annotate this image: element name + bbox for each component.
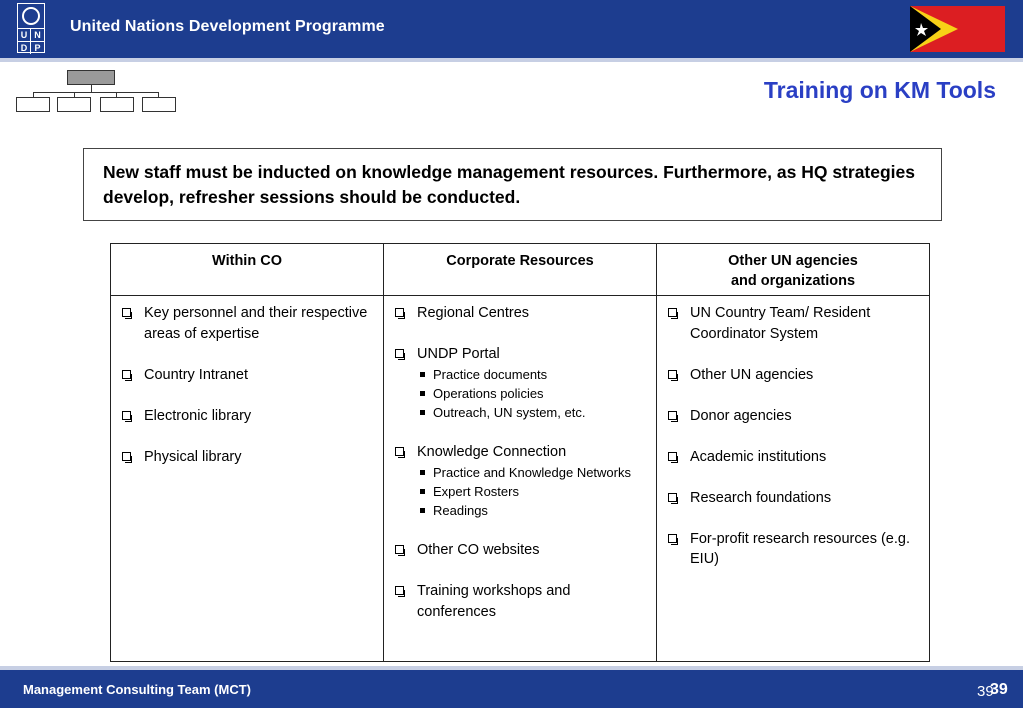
footer-text: Management Consulting Team (MCT) (23, 682, 251, 697)
list-item: Other UN agencies (665, 365, 923, 386)
page-number-bold: 39 (990, 681, 1008, 698)
logo-letter: U (18, 28, 31, 41)
checkbox-bullet-icon (668, 308, 677, 317)
checkbox-bullet-icon (668, 452, 677, 461)
header-bar (0, 0, 1023, 58)
checkbox-bullet-icon (395, 586, 404, 595)
sub-item: Practice documents (417, 365, 650, 384)
list-item: Physical library (119, 447, 377, 468)
timor-leste-flag-icon (910, 6, 1005, 52)
header-divider (0, 58, 1023, 62)
header-title: United Nations Development Programme (70, 18, 385, 35)
checkbox-bullet-icon (395, 349, 404, 358)
undp-logo (17, 3, 45, 53)
list-item: UN Country Team/ Resident Coordinator System (665, 303, 923, 344)
checkbox-bullet-icon (395, 308, 404, 317)
sub-item: Expert Rosters (417, 482, 650, 501)
header-within-co: Within CO (111, 244, 384, 296)
table-header-row (111, 244, 930, 296)
list-item: Training workshops and conferences (392, 581, 650, 622)
checkbox-bullet-icon (668, 411, 677, 420)
list-item: Regional Centres (392, 303, 650, 324)
checkbox-bullet-icon (395, 545, 404, 554)
sub-item: Readings (417, 501, 650, 520)
page-number: 39 (977, 683, 994, 700)
intro-box (83, 148, 942, 221)
checkbox-bullet-icon (122, 370, 131, 379)
table-row (111, 296, 930, 662)
resources-table (110, 243, 930, 662)
org-chart-icon (16, 70, 178, 114)
list-item: Donor agencies (665, 406, 923, 427)
col-other-un-agencies (657, 296, 930, 662)
list-item: Key personnel and their respective areas of expertise (119, 303, 377, 344)
list-item: UNDP Portal Practice documents Operations policies Outreach, UN system, etc. (392, 344, 650, 422)
checkbox-bullet-icon (668, 534, 677, 543)
list-item: Other CO websites (392, 540, 650, 561)
checkbox-bullet-icon (122, 411, 131, 420)
col-corporate-resources (384, 296, 657, 662)
sub-item: Outreach, UN system, etc. (417, 403, 650, 422)
logo-letter: D (18, 41, 31, 54)
checkbox-bullet-icon (122, 308, 131, 317)
sub-item: Operations policies (417, 384, 650, 403)
logo-letter: N (31, 28, 44, 41)
list-item: For-profit research resources (e.g. EIU) (665, 529, 923, 570)
checkbox-bullet-icon (122, 452, 131, 461)
sub-item: Practice and Knowledge Networks (417, 463, 650, 482)
list-item: Academic institutions (665, 447, 923, 468)
list-item: Electronic library (119, 406, 377, 427)
header-corporate-resources: Corporate Resources (384, 244, 657, 296)
list-item: Country Intranet (119, 365, 377, 386)
list-item: Knowledge Connection Practice and Knowledge Networks Expert Rosters Readings (392, 442, 650, 520)
checkbox-bullet-icon (668, 370, 677, 379)
list-item: Research foundations (665, 488, 923, 509)
checkbox-bullet-icon (668, 493, 677, 502)
slide-title: Training on KM Tools (763, 77, 996, 103)
checkbox-bullet-icon (395, 447, 404, 456)
logo-letter: P (31, 41, 44, 54)
col-within-co (111, 296, 384, 662)
un-emblem-icon (22, 7, 40, 25)
header-other-un-agencies: Other UN agencies and organizations (657, 244, 930, 296)
intro-text: New staff must be inducted on knowledge management resources. Furthermore, as HQ strategies develop, refresher sessions should be conducted. (103, 162, 916, 207)
